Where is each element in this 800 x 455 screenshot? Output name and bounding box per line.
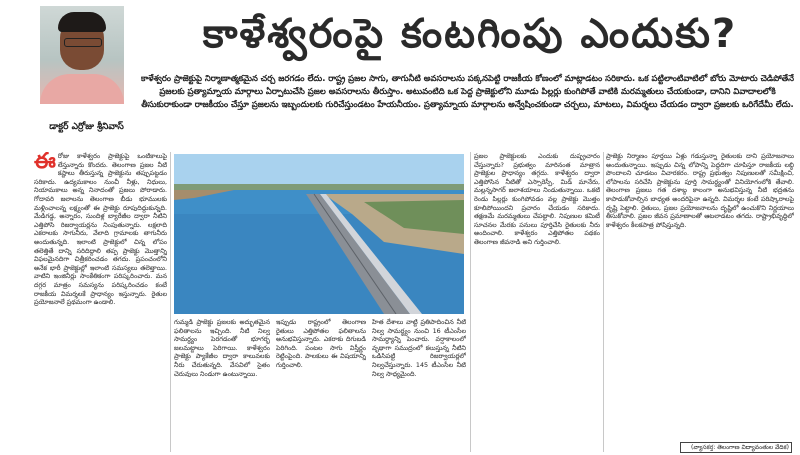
column-1-text: రోజు కాళేశ్వరం ప్రాజెక్టుపై ఒంటికాలుపై లేస్తున్నారు కొందరు. తెలంగాణ ప్రజల నీటి కష్టాలు తీరుస్తున్న ప్రాజెక్టును తప్పుపట్టడం సరికాదు. ఉద్యమకాలం నుంచీ నీళ్లు, నిధులు, నియామకాలు అన్న నినాదంతో ప్రజలు పోరాడారు. గోదావరి జలాలను తెలంగాణ బీడు భూములకు మళ్లించాలన్న లక్ష్యంతో ఈ ప్రాజెక్టు రూపుదిద్దుకున్నది. మేడిగడ్డ, అన్నారం, సుందిళ్ల బ్యారేజీల ద్వారా నీటిని ఎత్తిపోసి రిజర్వాయర్లను నింపుతున్నారు. లక్షలాది ఎకరాలకు సాగునీరు, వేలాది గ్రామాలకు తాగునీరు అందుతున్నది. ఇలాంటి ప్రాజెక్టులో చిన్న లోపం తలెత్తితే దాన్ని సరిదిద్దాలి తప్ప ప్రాజెక్టు మొత్తాన్ని విఫలమైనదిగా చిత్రీకరించడం తగదు. ప్రపంచంలోని అనేక భారీ ప్రాజెక్టుల్లో ఇలాంటి సమస్యలు తలెత్తాయి. వాటిని ఇంజినీర్లు సాంకేతికంగా పరిష్కరించారు. మన దగ్గర మాత్రం సమస్యను పరిష్కరించడం కంటే రాజకీయ విమర్శలకే ప్రాధాన్యం ఇస్తున్నారు. రైతుల ప్రయోజనాలే ప్రథమంగా ఉండాలి. (34, 152, 167, 307)
column-3: ఇప్పుడు రాష్ట్రంలో తెలంగాణ రైతులు ఎత్తిపోతల ఫలితాలను అనుభవిస్తున్నారు. ఎకరాకు దిగుబడి పెరిగింది. పంటల సాగు విస్తీర్ణం రెట్టింపైంది. పాలకులు ఈ విషయాన్ని గుర్తించాలి. (276, 318, 366, 369)
column-1 (34, 152, 167, 452)
author-credit: (వ్యాసకర్త: తెలంగాణ విద్యావంతుల వేదిక) (680, 442, 792, 453)
barrage-photo (174, 154, 464, 314)
drop-cap: ఈ (34, 152, 56, 174)
column-divider (170, 152, 171, 452)
column-5: ప్రజల ప్రాజెక్టులకు ఎందుకు దుష్ప్రచారం చేస్తున్నారు? ప్రభుత్వం మారినంత మాత్రాన ప్రాజెక్టుల ప్రాధాన్యం తగ్గదు. కాళేశ్వరం ద్వారా ఎత్తిపోసిన నీటితో ఎస్సారెస్పీ, మిడ్ మానేరు, మల్లన్నసాగర్ జలాశయాలు నిండుతున్నాయి. ఒకటి రెండు పిల్లర్లు కుంగిపోవడం వల్ల ప్రాజెక్టు మొత్తం కూలిపోయిందని ప్రచారం చేయడం సరికాదు. తక్షణమే మరమ్మతులు చేపట్టాలి. నిపుణుల కమిటీ సూచనల మేరకు పనులు పూర్తిచేసి రైతులకు నీరు అందించాలి. కాళేశ్వరం ఎత్తిపోతల పథకం తెలంగాణ జీవనాడి అని గుర్తించాలి. (474, 152, 600, 246)
column-2: గుమ్మడి ప్రాజెక్టు ప్రజలకు అద్భుతమైన ఫలితాలను ఇచ్చింది. నీటి నిల్వ సామర్థ్యం పెరగడంతో భూగర్భ జలమట్టాలు పెరిగాయి. కాళేశ్వరం ప్రాజెక్టు ప్యాకేజీల ద్వారా కాలువలకు నీరు చేరుతున్నది. వేసవిలో సైతం చెరువులు నిండుగా ఉంటున్నాయి. (174, 318, 270, 378)
article-deck: కాళేశ్వరం ప్రాజెక్టుపై నిర్మాణాత్మకమైన చర్చ జరగడం లేదు. రాష్ట్ర ప్రజల సాగు, తాగునీటి అవసరాలను పక్కనపెట్టి రాజకీయ కోణంలో మాట్లాడటం సరికాదు. ఒక పట్టిలాంటివాటిలో బోరు మోటారు చెడిపోతేనే ప్రజలకు ప్రత్యామ్నాయ మార్గాలు ఏర్పాటుచేసి ప్రజల అవసరాలను తీరుస్తాం. అటువంటిది ఒక పెద్ద ప్రాజెక్టులోని మూడు పిల్లర్లు కుంగిపోతే వాటికి మరమ్మతులు చేయకుండా, దానిని వివాదాలలోకి తీసుకురాకుండా రాజకీయం చేస్తూ ప్రజలను ఇబ్బందులకు గురిచేస్తుండటం హేయనీయం. ప్రత్యామ్నాయ మార్గాలను అన్వేషించకుండా చర్చలు, మాటలు, విమర్శలు చేయడం ద్వారా ప్రజలకు ఒరిగేదేమీ లేదు. (140, 73, 795, 109)
headline: కాళేశ్వరంపై కంటగింపు ఎందుకు? (202, 11, 738, 57)
author-name: డాక్టర్ ఎర్రోజు శ్రీనివాస్ (49, 122, 124, 132)
column-4: హిత దేశాలు వాట్టి ప్రతిపాదించిన నీటి నిల్వ సామర్థ్యం నుంచి 16 టీఎంసీల సామర్థ్యాన్ని పెంచారు. వర్షాకాలంలో వృథాగా సముద్రంలో కలుస్తున్న నీటిని ఒడిసిపట్టి రిజర్వాయర్లలో నిల్వచేస్తున్నారు. 145 టీఎంసీల నీటి నిల్వ సాధ్యమైంది. (372, 318, 466, 378)
column-6: ప్రాజెక్టు నిర్మాణం పూర్తయి ఏళ్లు గడుస్తున్నా రైతులకు దాని ప్రయోజనాలు అందుతున్నాయి. ఇప్పుడు చిన్న లోపాన్ని పెద్దదిగా చూపిస్తూ రాజకీయ లబ్ధి పొందాలని చూడటం విచారకరం. రాష్ట్ర ప్రభుత్వం నిపుణులతో సమీక్షించి, లోపాలను సరిచేసి ప్రాజెక్టును పూర్తి సామర్థ్యంతో వినియోగంలోకి తేవాలి. తెలంగాణ ప్రజలు గత దశాబ్ద కాలంగా అనుభవిస్తున్న నీటి భద్రతను కాపాడుకోవాల్సిన బాధ్యత అందరిపైనా ఉన్నది. విమర్శల కంటే పరిష్కారాలపై దృష్టి పెట్టాలి. రైతులు, ప్రజల ప్రయోజనాలను దృష్టిలో ఉంచుకొని నిర్ణయాలు తీసుకోవాలి. ప్రజల జీవన ప్రమాణాలతో ఆటలాడటం తగదు. రాష్ట్రాభివృద్ధిలో కాళేశ్వరం కీలకపాత్ర పోషిస్తున్నది. (606, 152, 794, 229)
column-divider (603, 152, 604, 452)
column-divider (470, 152, 471, 452)
author-photo (40, 6, 124, 104)
